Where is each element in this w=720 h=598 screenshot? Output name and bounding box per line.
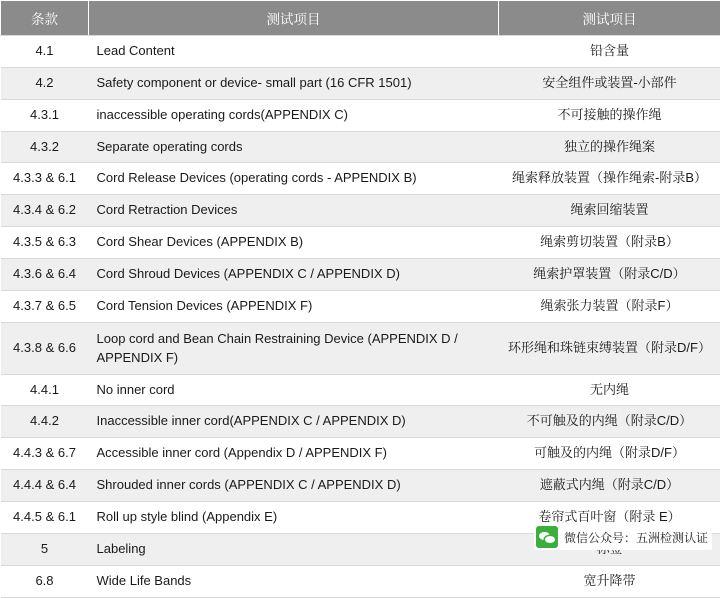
column-header-clause: 条款 <box>1 1 89 36</box>
table-header-row <box>1 1 720 36</box>
cell-item-en: inaccessible operating cords(APPENDIX C) <box>89 99 499 131</box>
cell-item-en: Separate operating cords <box>89 131 499 163</box>
cell-item-en: Cord Retraction Devices <box>89 195 499 227</box>
cell-clause: 4.3.4 & 6.2 <box>1 195 89 227</box>
table-row <box>1 195 720 227</box>
table-row <box>1 163 720 195</box>
cell-item-zh: 绳索护罩装置（附录C/D） <box>499 258 720 290</box>
cell-item-en: Loop cord and Bean Chain Restraining Device (APPENDIX D / APPENDIX F) <box>89 322 499 374</box>
cell-item-en: Inaccessible inner cord(APPENDIX C / APPENDIX D) <box>89 406 499 438</box>
table-row <box>1 290 720 322</box>
cell-item-zh: 绳索释放装置（操作绳索-附录B） <box>499 163 720 195</box>
table-row <box>1 67 720 99</box>
cell-item-en: Cord Shroud Devices (APPENDIX C / APPENDIX D) <box>89 258 499 290</box>
column-header-item-zh: 测试项目 <box>499 1 720 36</box>
cell-item-zh: 绳索剪切装置（附录B） <box>499 227 720 259</box>
column-header-item-en: 测试项目 <box>89 1 499 36</box>
cell-clause: 4.3.2 <box>1 131 89 163</box>
table-row <box>1 36 720 68</box>
cell-clause: 5 <box>1 533 89 565</box>
table-row <box>1 438 720 470</box>
table-row <box>1 322 720 374</box>
cell-clause: 4.4.3 & 6.7 <box>1 438 89 470</box>
table-header <box>1 1 720 36</box>
wechat-icon <box>536 526 558 548</box>
cell-item-zh: 可触及的内绳（附录D/F） <box>499 438 720 470</box>
cell-clause: 4.3.7 & 6.5 <box>1 290 89 322</box>
wechat-watermark <box>534 524 712 550</box>
cell-item-en: Cord Shear Devices (APPENDIX B) <box>89 227 499 259</box>
cell-item-zh: 安全组件或装置-小部件 <box>499 67 720 99</box>
cell-item-zh: 不可触及的内绳（附录C/D） <box>499 406 720 438</box>
cell-item-en: Roll up style blind (Appendix E) <box>89 501 499 533</box>
table-row <box>1 565 720 597</box>
table-row <box>1 227 720 259</box>
cell-item-zh: 无内绳 <box>499 374 720 406</box>
cell-clause: 4.2 <box>1 67 89 99</box>
table-row <box>1 374 720 406</box>
cell-clause: 4.3.6 & 6.4 <box>1 258 89 290</box>
cell-item-en: Lead Content <box>89 36 499 68</box>
cell-clause: 4.4.4 & 6.4 <box>1 470 89 502</box>
cell-item-zh: 铅含量 <box>499 36 720 68</box>
cell-item-en: Cord Release Devices (operating cords - APPENDIX B) <box>89 163 499 195</box>
cell-clause: 4.1 <box>1 36 89 68</box>
cell-clause: 4.3.1 <box>1 99 89 131</box>
cell-item-en: Labeling <box>89 533 499 565</box>
cell-item-zh: 绳索回缩装置 <box>499 195 720 227</box>
cell-item-zh: 独立的操作绳案 <box>499 131 720 163</box>
table-body <box>1 36 720 598</box>
cell-item-zh: 宽升降带 <box>499 565 720 597</box>
cell-item-en: Accessible inner cord (Appendix D / APPENDIX F) <box>89 438 499 470</box>
table-row <box>1 131 720 163</box>
cell-clause: 4.3.8 & 6.6 <box>1 322 89 374</box>
cell-item-zh: 遮蔽式内绳（附录C/D） <box>499 470 720 502</box>
cell-item-en: Safety component or device- small part (16 CFR 1501) <box>89 67 499 99</box>
cell-clause: 4.4.2 <box>1 406 89 438</box>
cell-item-zh: 不可接触的操作绳 <box>499 99 720 131</box>
cell-item-zh: 卷帘式百叶窗（附录 E） <box>499 501 720 533</box>
table-row <box>1 406 720 438</box>
cell-clause: 4.3.5 & 6.3 <box>1 227 89 259</box>
cell-item-en: Wide Life Bands <box>89 565 499 597</box>
cell-clause: 6.8 <box>1 565 89 597</box>
cell-item-en: No inner cord <box>89 374 499 406</box>
table-row <box>1 470 720 502</box>
cell-clause: 4.3.3 & 6.1 <box>1 163 89 195</box>
wechat-account-label: 微信公众号：五洲检测认证 <box>564 529 708 546</box>
cell-clause: 4.4.5 & 6.1 <box>1 501 89 533</box>
table-row <box>1 99 720 131</box>
cell-item-en: Shrouded inner cords (APPENDIX C / APPENDIX D) <box>89 470 499 502</box>
cell-item-en: Cord Tension Devices (APPENDIX F) <box>89 290 499 322</box>
cell-item-zh: 绳索张力装置（附录F） <box>499 290 720 322</box>
table-row <box>1 258 720 290</box>
cell-clause: 4.4.1 <box>1 374 89 406</box>
cell-item-zh: 环形绳和珠链束缚装置（附录D/F） <box>499 322 720 374</box>
